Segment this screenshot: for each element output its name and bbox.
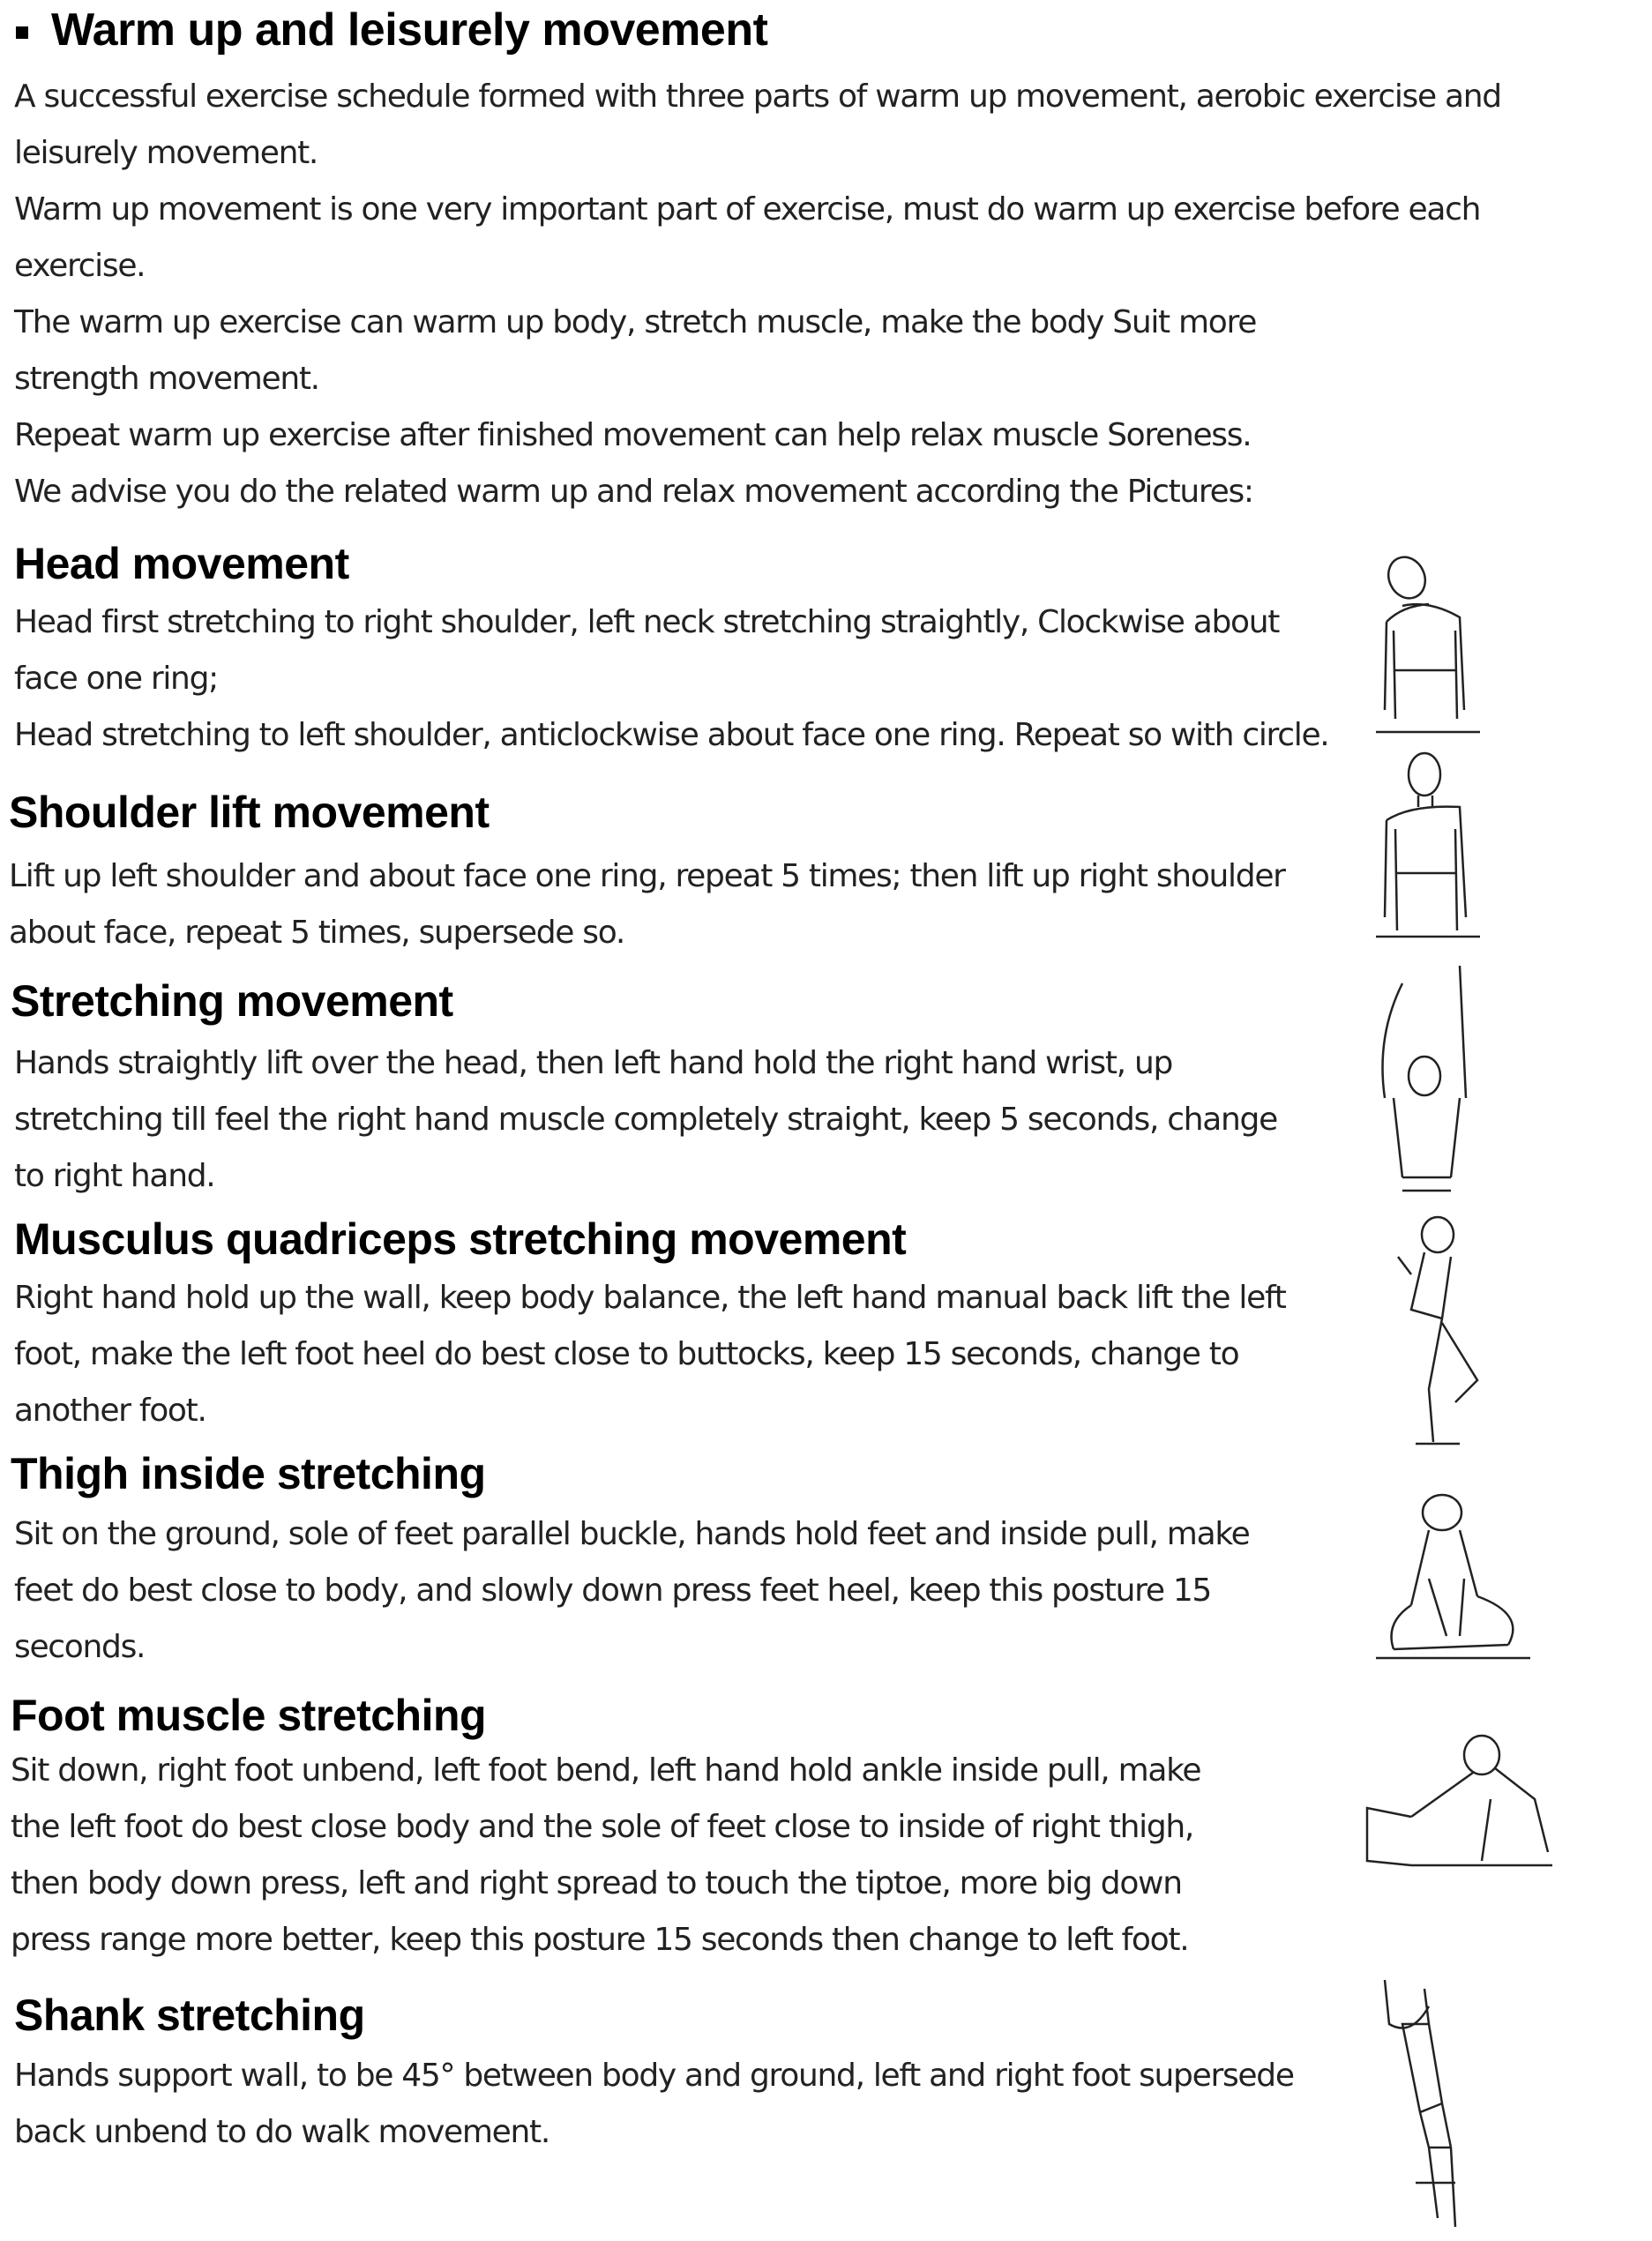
calf-stretch-figure-icon xyxy=(1376,1971,1499,2236)
section-text: press range more better, keep this posture 15 seconds then change to left foot. xyxy=(11,1922,1189,1958)
intro-line: The warm up exercise can warm up body, stretch muscle, make the body Suit more xyxy=(14,304,1257,340)
page-title: Warm up and leisurely movement xyxy=(51,4,768,56)
quad-stretch-figure-icon xyxy=(1394,1213,1491,1446)
section-text: stretching till feel the right hand muscle completely straight, keep 5 seconds, change xyxy=(14,1102,1277,1138)
section-text: another foot. xyxy=(14,1393,206,1429)
intro-line: exercise. xyxy=(14,248,146,284)
section-text: Lift up left shoulder and about face one ring, repeat 5 times; then lift up right shoulder xyxy=(9,858,1285,894)
section-text: Hands straightly lift over the head, then left hand hold the right hand wrist, up xyxy=(14,1045,1173,1081)
intro-line: A successful exercise schedule formed with three parts of warm up movement, aerobic exercise and xyxy=(14,78,1501,115)
section-heading-shank: Shank stretching xyxy=(14,1991,365,2040)
section-text: to right hand. xyxy=(14,1158,215,1194)
section-text: Hands support wall, to be 45° between body and ground, left and right foot supersede xyxy=(14,2058,1294,2094)
section-heading-quadriceps: Musculus quadriceps stretching movement xyxy=(14,1214,907,1264)
section-text: then body down press, left and right spread to touch the tiptoe, more big down xyxy=(11,1865,1182,1901)
section-text: Head first stretching to right shoulder, left neck stretching straightly, Clockwise about xyxy=(14,604,1280,640)
section-text: back unbend to do walk movement. xyxy=(14,2114,549,2150)
section-heading-thigh: Thigh inside stretching xyxy=(11,1449,486,1498)
section-text: Right hand hold up the wall, keep body balance, the left hand manual back lift the left xyxy=(14,1280,1286,1316)
section-text: Head stretching to left shoulder, anticlockwise about face one ring. Repeat so with circle. xyxy=(14,717,1329,753)
bullet-marker xyxy=(16,26,28,39)
intro-line: Repeat warm up exercise after finished movement can help relax muscle Soreness. xyxy=(14,417,1252,453)
arm-stretch-figure-icon xyxy=(1376,966,1482,1199)
section-heading-shoulder: Shoulder lift movement xyxy=(9,788,490,837)
section-text: Sit down, right foot unbend, left foot bend, left hand hold ankle inside pull, make xyxy=(11,1752,1201,1789)
intro-line: We advise you do the related warm up and relax movement according the Pictures: xyxy=(14,474,1253,510)
section-text: foot, make the left foot heel do best close to buttocks, keep 15 seconds, change to xyxy=(14,1336,1239,1372)
head-tilt-figure-icon xyxy=(1376,551,1482,736)
section-heading-foot: Foot muscle stretching xyxy=(11,1691,487,1740)
shoulder-lift-figure-icon xyxy=(1376,750,1482,939)
intro-line: Warm up movement is one very important part of exercise, must do warm up exercise before each xyxy=(14,191,1481,228)
section-heading-head: Head movement xyxy=(14,539,349,588)
section-text: the left foot do best close body and the sole of feet close to inside of right thigh, xyxy=(11,1809,1194,1845)
hamstring-stretch-figure-icon xyxy=(1358,1729,1570,1879)
butterfly-stretch-figure-icon xyxy=(1376,1490,1535,1667)
intro-line: leisurely movement. xyxy=(14,135,318,171)
section-text: about face, repeat 5 times, supersede so. xyxy=(9,915,624,951)
intro-line: strength movement. xyxy=(14,361,319,397)
section-text: feet do best close to body, and slowly down press feet heel, keep this posture 15 xyxy=(14,1572,1212,1609)
section-text: seconds. xyxy=(14,1629,146,1665)
section-heading-stretching: Stretching movement xyxy=(11,976,453,1026)
section-text: face one ring; xyxy=(14,661,218,697)
section-text: Sit on the ground, sole of feet parallel buckle, hands hold feet and inside pull, make xyxy=(14,1516,1250,1552)
